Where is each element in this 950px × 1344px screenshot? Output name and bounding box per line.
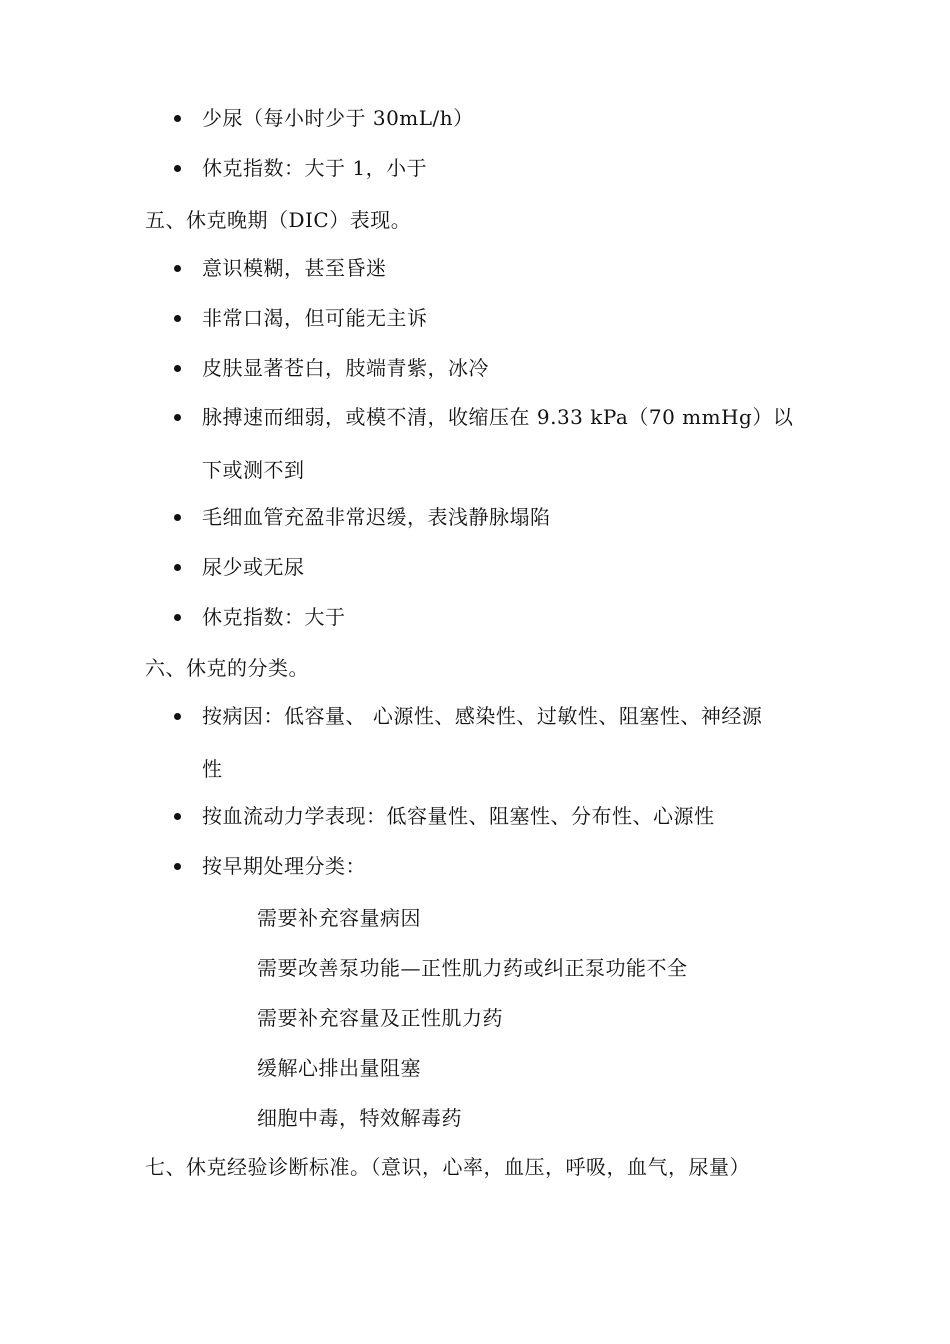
list-item: 意识模糊，甚至昏迷: [202, 256, 387, 280]
bullet-dot: [174, 564, 181, 571]
list-item-continuation: 性: [202, 757, 223, 781]
bullet-dot: [174, 813, 181, 820]
list-item-continuation: 下或测不到: [202, 458, 305, 482]
bullet-dot: [174, 315, 181, 322]
bullet-dot: [174, 614, 181, 621]
sub-item: 缓解心排出量阻塞: [257, 1056, 421, 1080]
sub-item: 需要补充容量及正性肌力药: [257, 1006, 503, 1030]
list-item: 皮肤显著苍白，肢端青紫，冰冷: [202, 356, 489, 380]
list-item: 脉搏速而细弱，或模不清，收缩压在 9.33 kPa（70 mmHg）以: [202, 405, 794, 429]
list-item: 休克指数：大于: [202, 605, 346, 629]
list-item: 非常口渴，但可能无主诉: [202, 306, 428, 330]
section-heading: 七、休克经验诊断标准。（意识，心率，血压，呼吸，血气，尿量）: [145, 1155, 750, 1179]
sub-item: 需要改善泵功能—正性肌力药或纠正泵功能不全: [257, 956, 688, 980]
list-item: 按病因：低容量、 心源性、感染性、过敏性、阻塞性、神经源: [202, 704, 763, 728]
sub-item: 需要补充容量病因: [257, 906, 421, 930]
bullet-dot: [174, 365, 181, 372]
list-item: 少尿（每小时少于 30mL/h）: [202, 106, 474, 130]
list-item: 尿少或无尿: [202, 555, 305, 579]
bullet-dot: [174, 713, 181, 720]
bullet-dot: [174, 414, 181, 421]
bullet-dot: [174, 863, 181, 870]
bullet-dot: [174, 514, 181, 521]
list-item: 毛细血管充盈非常迟缓，表浅静脉塌陷: [202, 505, 551, 529]
list-item: 按早期处理分类：: [202, 854, 366, 878]
list-item: 按血流动力学表现：低容量性、阻塞性、分布性、心源性: [202, 804, 715, 828]
list-item: 休克指数：大于 1，小于: [202, 156, 428, 180]
bullet-dot: [174, 165, 181, 172]
bullet-dot: [174, 115, 181, 122]
sub-item: 细胞中毒，特效解毒药: [257, 1106, 462, 1130]
section-heading: 五、休克晚期（DIC）表现。: [145, 208, 412, 232]
bullet-dot: [174, 265, 181, 272]
section-heading: 六、休克的分类。: [145, 656, 309, 680]
